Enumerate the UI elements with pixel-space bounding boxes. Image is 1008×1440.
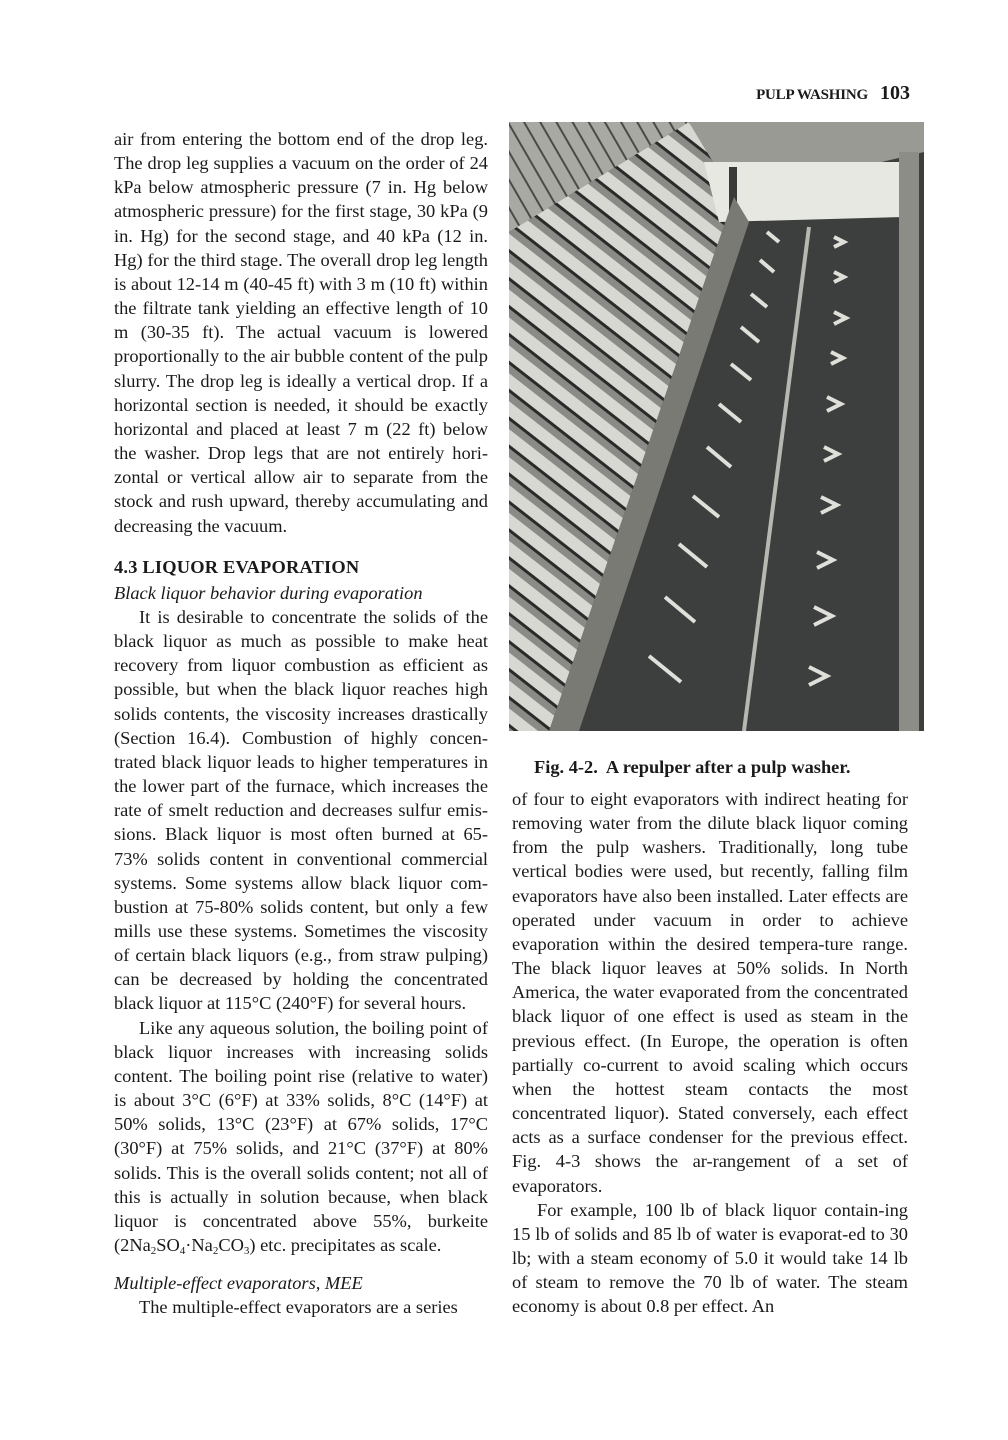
figure-caption bbox=[534, 757, 914, 778]
paragraph-text: Like any aqueous solution, the boiling point of black liquor increases with increasing solids content. The boiling point rise (relative to water) is about 3°C (6°F) at 33% solids, 8°C (14°F) at 50% solids, 13°C (23°F) at 67% solids, 17°C (30°F) at 75% solids, and 21°C (37°F) at 80% solids. This is the overall solids content; not all of this is actually in solution because, when black liquor is concentrated above 55%, burkeite bbox=[114, 1017, 488, 1231]
paragraph-tail: etc. precipitates as scale. bbox=[255, 1235, 442, 1256]
figure-photo bbox=[509, 122, 924, 731]
subheading-mee: Multiple-effect evaporators, MEE bbox=[114, 1273, 363, 1294]
paragraph-example: For example, 100 lb of black liquor contain-ing 15 lb of solids and 85 lb of water is evaporat-ed to 30 lb; with a steam economy of 5.0 it would take 14 lb of steam to remove the 70 lb of water. The steam economy is about 0.8 per effect. An bbox=[512, 1199, 908, 1317]
right-column bbox=[512, 787, 908, 1318]
running-head-title: PULP WASHING bbox=[756, 87, 868, 103]
running-head bbox=[740, 82, 910, 105]
paragraph-continued: of four to eight evaporators with indirect heating for removing water from the dilute black liquor coming from the pulp washers. Traditionally, long tube vertical bodies were used, but recently, falling film evaporators have also been installed. Later effects are operated under vacuum in order to achieve evaporation within the desired tempera-ture range. The black liquor leaves at 50% solids. In North America, the water evaporated from the concentrated black liquor of one effect is used as steam in the previous effect. (In Europe, the operation is often partially co-current to avoid scaling which occurs when the hottest steam contacts the most concentrated liquor). Stated conversely, each effect acts as a surface condenser for the previous effect. Fig. 4-3 shows the ar-rangement of a set of evaporators. bbox=[512, 789, 908, 1196]
figure-caption-text: A repulper after a pulp washer. bbox=[605, 757, 851, 777]
repulper-photo-illustration bbox=[509, 122, 924, 731]
burkeite-formula: $(2Na_2SO_4\cdot Na_2CO_3)$ bbox=[114, 1235, 256, 1258]
paragraph: It is desirable to concentrate the solids of the black liquor as much as possible to make heat recovery from liquor combustion as efficient as possible, but when the black liquor reaches high solids contents, the viscosity increases drastically (Section 16.4). Combustion of highly concen-trated black liquor leads to higher temperatures in the lower part of the furnace, which increases the rate of smelt reduction and decreases sulfur emis-sions. Black liquor is most often burned at 65-73% solids content in conventional commercial systems. Some systems allow black liquor com-bustion at 75-80% solids content, but only a few mills use these systems. Sometimes the viscosity of certain black liquors (e.g., from straw pulping) can be decreased by holding the concentrated black liquor at 115°C (240°F) for several hours. bbox=[114, 606, 488, 1014]
subheading-black-liquor-behavior: Black liquor behavior during evaporation bbox=[114, 582, 423, 603]
page-number: 103 bbox=[880, 82, 910, 104]
left-column bbox=[114, 127, 488, 1320]
paragraph-boiling-point bbox=[114, 1016, 488, 1258]
figure-label: Fig. 4-2. bbox=[534, 757, 598, 777]
paragraph: The multiple-effect evaporators are a series bbox=[139, 1297, 458, 1318]
section-heading: 4.3 LIQUOR EVAPORATION bbox=[114, 556, 360, 577]
paragraph-continued: air from entering the bottom end of the drop leg. The drop leg supplies a vacuum on the order of 24 kPa below atmospheric pressure (7 in. Hg below atmospheric pressure) for the first stage, 30 kPa (9 in. Hg) for the second stage, and 40 kPa (12 in. Hg) for the third stage. The overall drop leg length is about 12-14 m (40-45 ft) with 3 m (10 ft) within the filtrate tank yielding an effective length of 10 m (30-35 ft). The actual vacuum is lowered proportionally to the air bubble content of the pulp slurry. The drop leg is ideally a vertical drop. If a horizontal section is needed, it should be exactly horizontal and placed at least 7 m (22 ft) below the washer. Drop legs that are not entirely hori-zontal or vertical allow air to separate from the stock and rush upward, thereby accumulating and decreasing the vacuum. bbox=[114, 129, 488, 536]
trough-wall bbox=[899, 152, 919, 731]
